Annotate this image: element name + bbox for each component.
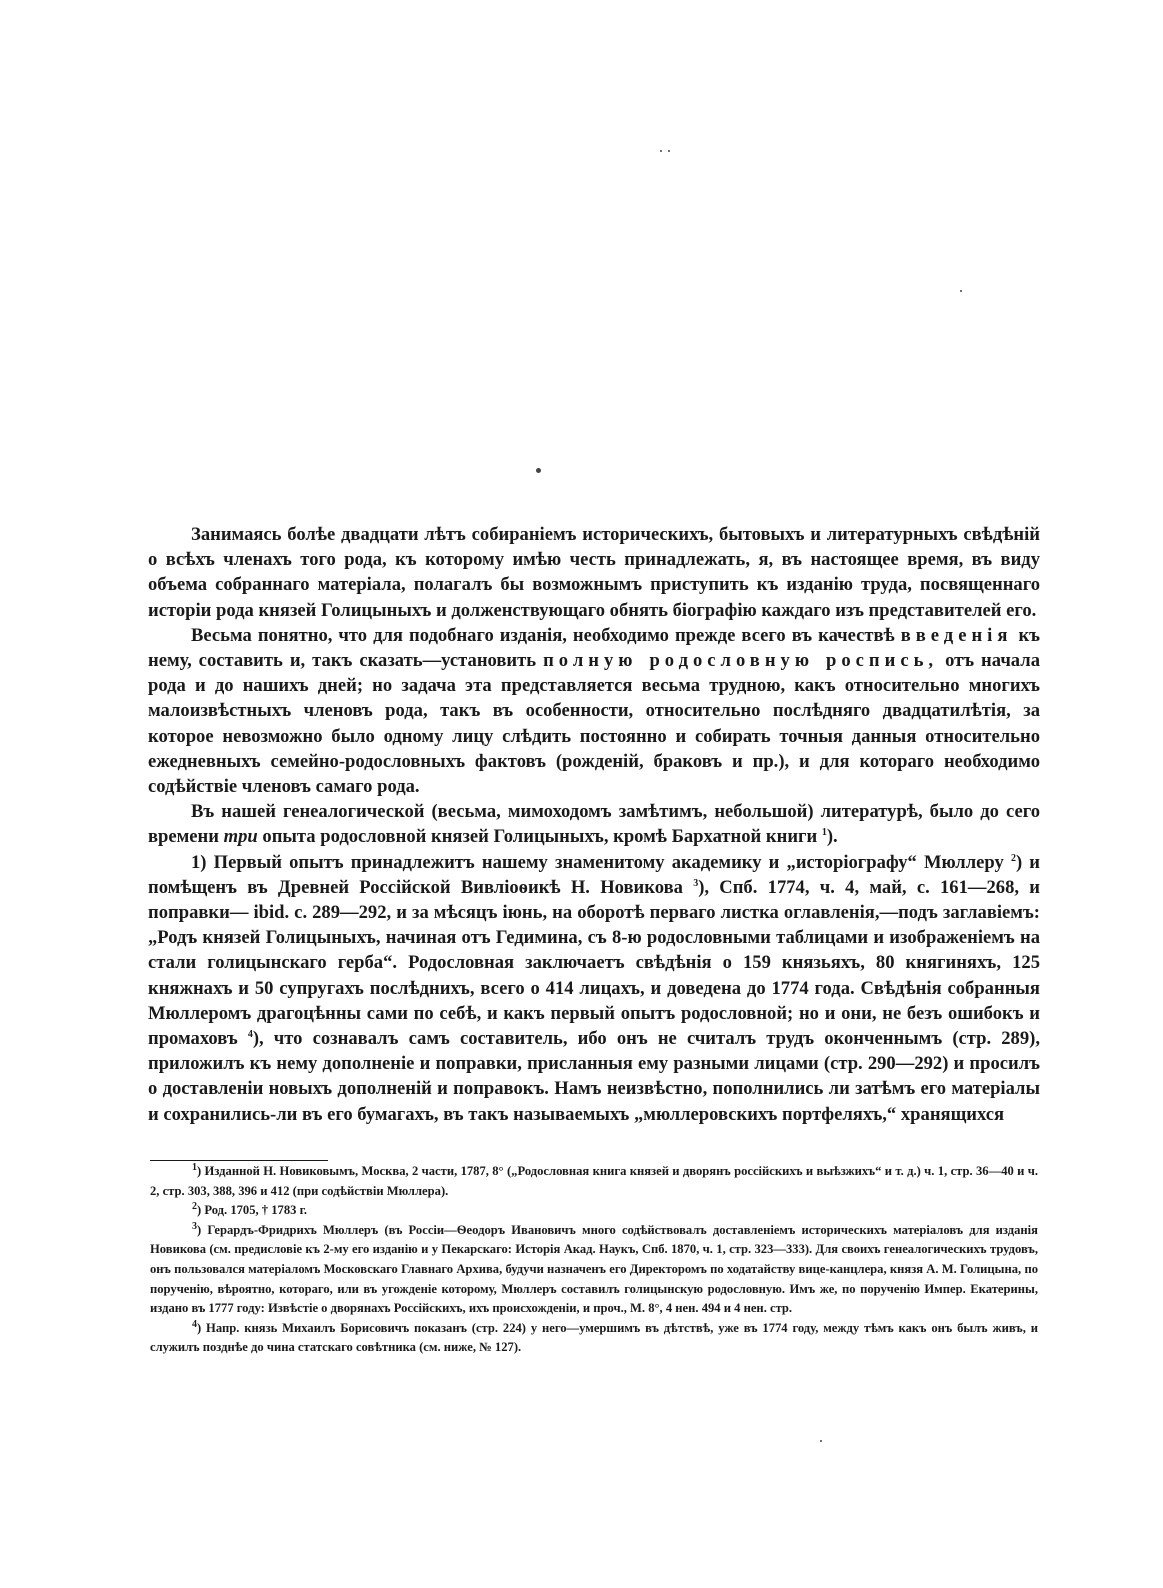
footnotes (150, 1162, 1038, 1358)
footnote-ref-4[interactable]: 4 (247, 1028, 253, 1040)
spaced-phrase: полную родословную роспись, (543, 650, 939, 672)
footnote-mark: 4 (192, 1318, 197, 1330)
footnote-1: $^1$) Изданной Н. Новиковымъ, Москва, 2 части, 1787, 8° („Родословная книга князей и дворянъ россійскихъ и выѣзжихъ“ и т. д.) ч. 1, стр. 36—40 и ч. 2, стр. 303, 388, 396 и 412 (при содѣйствіи Мюллера). (150, 1161, 1038, 1198)
footnote-mark: 1 (192, 1161, 197, 1173)
italic-word: три (223, 826, 258, 848)
paragraph-literature: Въ нашей генеалогической (весьма, мимоходомъ замѣтимъ, небольшой) литературѣ, было до сего времени три опыта родословной князей Голицыныхъ, кромѣ Бархатной книги $^1$). (148, 801, 1040, 848)
footnote-mark: 3 (192, 1220, 197, 1232)
paragraph-intro (148, 522, 1040, 623)
scan-speck (668, 150, 670, 152)
spaced-word: введенія (900, 624, 1013, 646)
main-text (148, 522, 1040, 1127)
paragraph-first-attempt: 1) Первый опытъ принадлежитъ нашему знаменитому академику и „исторіографу“ Мюллеру $^2$) и помѣщенъ въ Древней Россійской Вивліоѳикѣ Н. Новикова $^3$), Спб. 1774, ч. 4, май, с. 161—268, и поправки— ibid. с. 289—292, и за мѣсяцъ іюнь, на оборотѣ перваго листка оглавленія,—подъ заглавіемъ: „Родъ князей Голицыныхъ, начиная отъ Гедимина, съ 8-ю родословными таблицами и изображеніемъ на стали голицынскаго герба“. Родословная заключаетъ свѣдѣнія о 159 князьяхъ, 80 княгиняхъ, 125 княжнахъ и 50 супругахъ послѣднихъ, всего о 414 лицахъ, и доведена до 1774 года. Свѣдѣнія собранныя Мюллеромъ драгоцѣнны сами по себѣ, и какъ первый опытъ родословной; но и они, не безъ ошибокъ и промаховъ $^4$), что сознавалъ самъ составитель, ибо онъ не считалъ трудъ оконченнымъ (стр. 289), приложилъ къ нему дополненіе и поправки, присланныя ему разными лицами (стр. 290—292) и просилъ о доставленіи новыхъ дополненій и поправокъ. Намъ неизвѣстно, пополнились ли затѣмъ его матеріалы и сохранились-ли въ его бумагахъ, въ такъ называемыхъ „мюллеровскихъ портфеляхъ,“ хранящихся (148, 851, 1040, 1125)
footnote-ref-2[interactable]: 2 (1010, 852, 1016, 864)
scan-speck (536, 468, 541, 473)
scan-speck (820, 1440, 822, 1442)
footnote-4: $^4$) Напр. князь Михаилъ Борисовичъ показанъ (стр. 224) у него—умершимъ въ дѣтствѣ, уже въ 1774 году, между тѣмъ какъ онъ былъ живъ, и служилъ позднѣе до чина статскаго совѣтника (см. ниже, № 127). (150, 1318, 1038, 1355)
scan-speck (660, 150, 662, 152)
footnote-2: $^2$) Род. 1705, † 1783 г. (192, 1201, 308, 1218)
paragraph-text: Занимаясь болѣе двадцати лѣтъ собираніемъ историческихъ, бытовыхъ и литературныхъ свѣдѣній о всѣхъ членахъ того рода, къ которому имѣю честь принадлежать, я, въ настоящее время, въ виду объема собраннаго матеріала, полагалъ бы возможнымъ приступить къ изданію труда, посвященнаго исторіи рода князей Голицыныхъ и долженствующаго обнять біографію каждаго изъ представителей его. (148, 524, 1040, 621)
footnote-mark: 2 (192, 1201, 197, 1212)
footnote-ref-1[interactable]: 1 (821, 827, 827, 839)
scan-speck (960, 290, 962, 292)
footnote-divider (150, 1160, 328, 1161)
footnote-ref-3[interactable]: 3 (693, 877, 699, 889)
paragraph-introduction-need: Весьма понятно, что для подобнаго изданія, необходимо прежде всего въ качествѣ введенія къ нему, составить и, такъ сказать—установить полную родословную роспись, отъ начала рода и до нашихъ дней; но задача эта представляется весьма трудною, какъ относительно многихъ малоизвѣстныхъ членовъ рода, такъ въ особенности, относительно послѣдняго двадцатилѣтія, за которое невозможно было одному лицу слѣдить постоянно и собирать точныя данныя относительно ежедневныхъ семейно-родословныхъ фактовъ (рожденій, браковъ и пр.), и для котораго необходимо содѣйствіе членовъ самаго рода. (148, 624, 1040, 798)
footnote-3: $^3$) Герардъ-Фридрихъ Мюллеръ (въ Россіи—Ѳеодоръ Ивановичъ много содѣйствовалъ доставленіемъ историческихъ матеріаловъ для изданія Новикова (см. предисловіе къ 2-му его изданію и у Пекарскаго: Исторія Акад. Наукъ, Спб. 1870, ч. 1, стр. 323—333). Для своихъ генеалогическихъ трудовъ, онъ пользовался матеріаломъ Московскаго Главнаго Архива, будучи назначенъ его Директоромъ по ходатайству вице-канцлера, князя А. М. Голицына, по порученію, вѣроятно, котораго, или въ угожденіе которому, Мюллеръ составилъ голицынскую родословную. Имъ же, по порученію Импер. Екатерины, издано въ 1777 году: Извѣстіе о дворянахъ Россійскихъ, ихъ происхожденіи, и проч., М. 8°, 4 нен. 494 и 4 нен. стр. (150, 1220, 1038, 1316)
